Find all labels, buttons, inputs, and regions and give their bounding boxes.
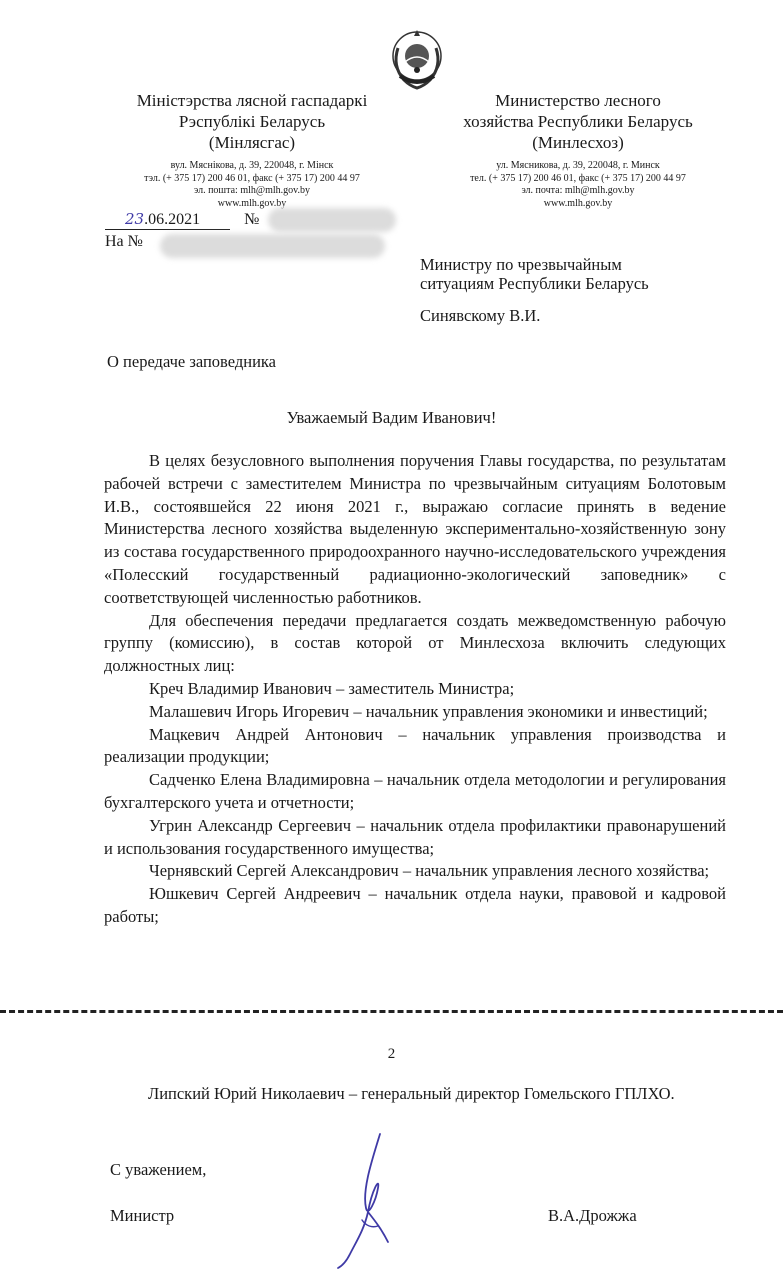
list-item: Креч Владимир Иванович – заместитель Министра;	[149, 678, 515, 698]
greeting: Уважаемый Вадим Иванович!	[286, 408, 497, 427]
addressee-line1: Министру по чрезвычайным	[420, 255, 622, 274]
printed-date: .06.2021	[144, 211, 201, 228]
reference-line: На №	[105, 233, 143, 250]
org-name-ru-line2: хозяйства Республики Беларусь	[463, 112, 693, 131]
signer-title: Министр	[110, 1206, 175, 1225]
org-name-ru-line1: Министерство лесного	[495, 91, 661, 110]
page-number: 2	[387, 1046, 396, 1062]
handwritten-signature	[332, 1130, 402, 1270]
list-item: Юшкевич Сергей Андреевич – начальник отдела науки, правовой и кадровой работы;	[104, 884, 726, 926]
address-line: ул. Мясникова, д. 39, 220048, г. Минск	[496, 160, 660, 171]
page-break-divider	[0, 1010, 783, 1013]
redacted-number	[268, 208, 396, 232]
addressee-block	[420, 255, 649, 325]
list-item: Садченко Елена Владимировна – начальник отдела методологии и регулирования бухгалтерского учета и отчетности;	[104, 770, 726, 812]
header-left	[102, 90, 402, 210]
paragraph: Для обеспечения передачи предлагается создать межведомственную рабочую группу (комиссию), в состав которой от Минлесхоза включить следующих должностных лиц:	[104, 610, 726, 676]
list-item: Чернявский Сергей Александрович – начальник управления лесного хозяйства;	[149, 861, 710, 881]
org-name-be-line2: Рэспублікі Беларусь	[178, 112, 326, 131]
list-item: Угрин Александр Сергеевич – начальник отдела профилактики правонарушений и использования государственного имущества;	[104, 815, 726, 858]
registration-date-line	[105, 210, 259, 230]
phone-line: тэл. (+ 375 17) 200 46 01, факс (+ 375 17) 200 44 97	[144, 172, 360, 184]
phone-line: тел. (+ 375 17) 200 46 01, факс (+ 375 17) 200 44 97	[470, 172, 686, 184]
org-name-be-line1: Міністэрства лясной гаспадаркі	[136, 91, 368, 110]
addressee-name: Синявскому В.И.	[420, 306, 541, 325]
email-line: эл. почта: mlh@mlh.gov.by	[521, 185, 635, 196]
letter-body	[104, 450, 726, 929]
closing: С уважением,	[110, 1160, 207, 1179]
email-line: эл. пошта: mlh@mlh.gov.by	[193, 185, 311, 196]
list-item: Липский Юрий Николаевич – генеральный директор Гомельского ГПЛХО.	[148, 1084, 675, 1103]
redacted-reference	[160, 234, 385, 258]
list-item: Мацкевич Андрей Антонович – начальник управления производства и реализации продукции;	[104, 724, 726, 767]
org-name-ru-short: (Минлесхоз)	[532, 133, 624, 152]
website-line: www.mlh.gov.by	[217, 197, 287, 209]
org-address-be	[102, 160, 402, 210]
paragraph: В целях безусловного выполнения поручения Главы государства, по результатам рабочей встречи с заместителем Министра по чрезвычайным ситуациям Болотовым И.В., состоявшейся 22 июня 2021 г., выражаю согласие принять в ведение Министерства лесного хозяйства выделенную экспериментально-хозяйственную зону из состава государственного природоохранного научно-исследовательского учреждения «Полесский государственный радиационно-экологический заповедник» с соответствующей численностью работников.	[104, 451, 726, 607]
signer-name: В.А.Дрожжа	[548, 1206, 637, 1225]
addressee-line2: ситуациям Республики Беларусь	[420, 274, 649, 293]
belarus-coat-of-arms-icon	[388, 26, 446, 90]
address-line: вул. Мяснікова, д. 39, 220048, г. Мінск	[170, 160, 334, 171]
handwritten-day: 23	[125, 210, 145, 228]
org-name-be-short: (Мінлясгас)	[208, 133, 296, 152]
number-label: №	[244, 211, 260, 228]
date-field	[105, 210, 230, 230]
header-right	[428, 90, 728, 210]
list-item: Малашевич Игорь Игоревич – начальник управления экономики и инвестиций;	[149, 701, 708, 721]
letter-subject: О передаче заповедника	[107, 352, 277, 371]
org-address-ru	[428, 160, 728, 210]
page2-body	[110, 1083, 732, 1106]
website-line: www.mlh.gov.by	[543, 197, 613, 209]
